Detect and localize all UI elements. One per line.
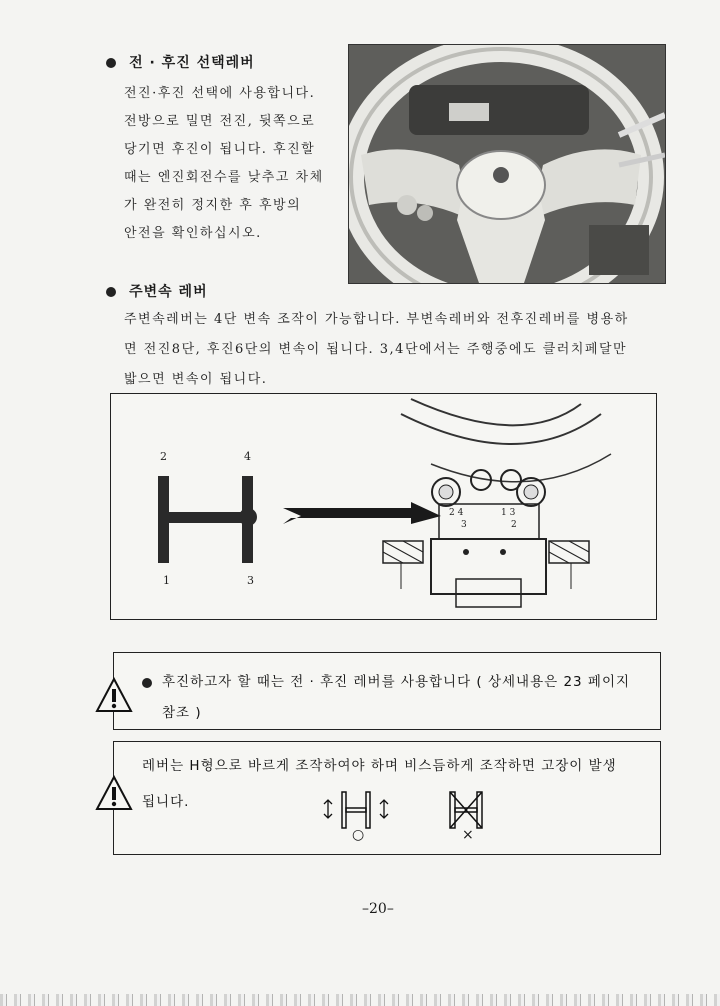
section1-title: 전 · 후진 선택레버: [129, 55, 255, 71]
notice2-line1: 레버는 H형으로 바르게 조작하여야 하며 비스듬하게 조작하면 고장이 발생: [142, 758, 617, 774]
section1-line: 안전을 확인하십시오.: [124, 226, 262, 241]
section2-line: 면 전진8단, 후진6단의 변속이 됩니다. 3,4단에서는 주행중에도 클러치페달만: [124, 342, 628, 357]
section2-title: 주변속 레버: [129, 284, 208, 300]
section1-line: 때는 엔진회전수를 낮추고 차체: [124, 170, 324, 185]
wrong-mark: ×: [462, 827, 474, 843]
plate-label-3: 3: [461, 520, 467, 530]
notice-reverse-box: [113, 652, 661, 730]
shift-pattern-diagram: [110, 393, 657, 620]
plate-label-13: 1 3: [501, 508, 516, 518]
section1-line: 전방으로 밀면 전진, 뒷쪽으로: [124, 114, 316, 129]
section2-line: 주변속레버는 4단 변속 조작이 가능합니다. 부변속레버와 전후진레버를 병용하: [124, 312, 629, 327]
notice1-line1: 후진하고자 할 때는 전 · 후진 레버를 사용합니다 ( 상세내용은 23 페이지: [162, 674, 631, 690]
gear-2-label: 2: [160, 450, 167, 463]
correct-mark: ○: [352, 827, 365, 843]
page-number: –20–: [362, 901, 394, 917]
section1-line: 전진·후진 선택에 사용합니다.: [124, 86, 316, 101]
section1-heading: [106, 52, 255, 72]
bullet-icon: [106, 58, 116, 68]
plate-label-24: 2 4: [449, 508, 464, 518]
notice1-line2: 참조 ): [162, 705, 202, 721]
gear-3-label: 3: [247, 574, 254, 587]
notice2-line2: 됩니다.: [142, 794, 190, 810]
section1-line: 당기면 후진이 됩니다. 후진할: [124, 142, 316, 157]
bullet-icon: [142, 678, 152, 688]
warning-triangle-icon: [95, 775, 133, 811]
plate-label-2: 2: [511, 520, 517, 530]
scan-edge-artifact: [0, 994, 720, 1006]
notice-h-pattern-box: [113, 741, 661, 855]
gear-1-label: 1: [163, 574, 170, 587]
section2-line: 밟으면 변속이 됩니다.: [124, 372, 268, 387]
section2-heading: [106, 281, 208, 301]
steering-wheel-photo: [348, 44, 666, 284]
bullet-icon: [106, 287, 116, 297]
gear-4-label: 4: [244, 450, 251, 463]
section1-line: 가 완전히 정지한 후 후방의: [124, 198, 302, 213]
h-pattern-drawing: [111, 394, 656, 619]
warning-triangle-icon: [95, 677, 133, 713]
